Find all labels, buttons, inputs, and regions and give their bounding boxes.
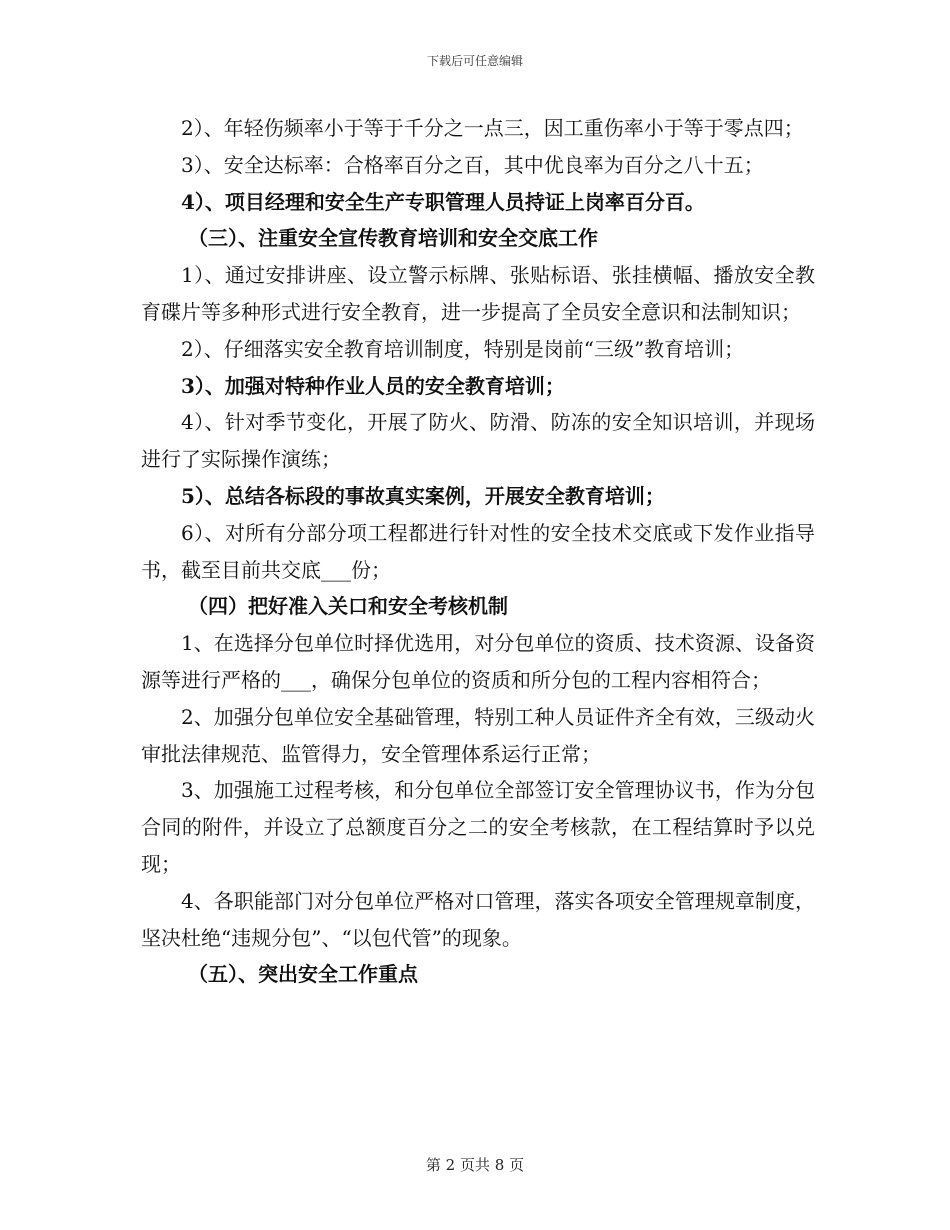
page-header-note: 下载后可任意编辑 xyxy=(426,54,523,68)
paragraph: 1）、通过安排讲座、设立警示标牌、张贴标语、张挂横幅、播放安全教育碟片等多种形式进行安全教育，进一步提高了全员安全意识和法制知识； xyxy=(141,263,815,324)
document-body xyxy=(141,110,815,993)
section-heading: （四）把好准入关口和安全考核机制 xyxy=(188,594,508,619)
paragraph: 2）、仔细落实安全教育培训制度，特别是岗前“三级”教育培训； xyxy=(181,336,745,361)
section-heading: （五）、突出安全工作重点 xyxy=(188,962,418,987)
paragraph: 4）、项目经理和安全生产专职管理人员持证上岗率百分百。 xyxy=(181,189,705,214)
paragraph: 4）、针对季节变化，开展了防火、防滑、防冻的安全知识培训，并现场进行了实际操作演练； xyxy=(141,410,815,472)
paragraph: 3、加强施工过程考核，和分包单位全部签订安全管理协议书，作为分包合同的附件，并设立了总额度百分之二的安全考核款，在工程结算时予以兑现； xyxy=(141,778,815,876)
paragraph: 3）、加强对特种作业人员的安全教育培训； xyxy=(181,373,565,398)
paragraph: 4、各职能部门对分包单位严格对口管理，落实各项安全管理规章制度，坚决杜绝“违规分包”、“以包代管”的现象。 xyxy=(141,888,815,950)
paragraph: 1、在选择分包单位时择优选用，对分包单位的资质、技术资源、设备资源等进行严格的___，确保分包单位的资质和所分包的工程内容相符合； xyxy=(141,631,815,692)
paragraph: 6）、对所有分部分项工程都进行针对性的安全技术交底或下发作业指导书，截至目前共交底___份； xyxy=(141,520,815,582)
paragraph: 2、加强分包单位安全基础管理，特别工种人员证件齐全有效，三级动火审批法律规范、监管得力，安全管理体系运行正常； xyxy=(141,704,815,766)
paragraph: 2）、年轻伤频率小于等于千分之一点三，因工重伤率小于等于零点四； xyxy=(181,116,804,140)
page-number-footer: 第 2 页共 8 页 xyxy=(425,1156,525,1174)
paragraph: 5）、总结各标段的事故真实案例，开展安全教育培训； xyxy=(181,483,665,508)
section-heading: （三）、注重安全宣传教育培训和安全交底工作 xyxy=(188,226,598,251)
paragraph: 3）、安全达标率：合格率百分之百，其中优良率为百分之八十五； xyxy=(181,152,764,177)
